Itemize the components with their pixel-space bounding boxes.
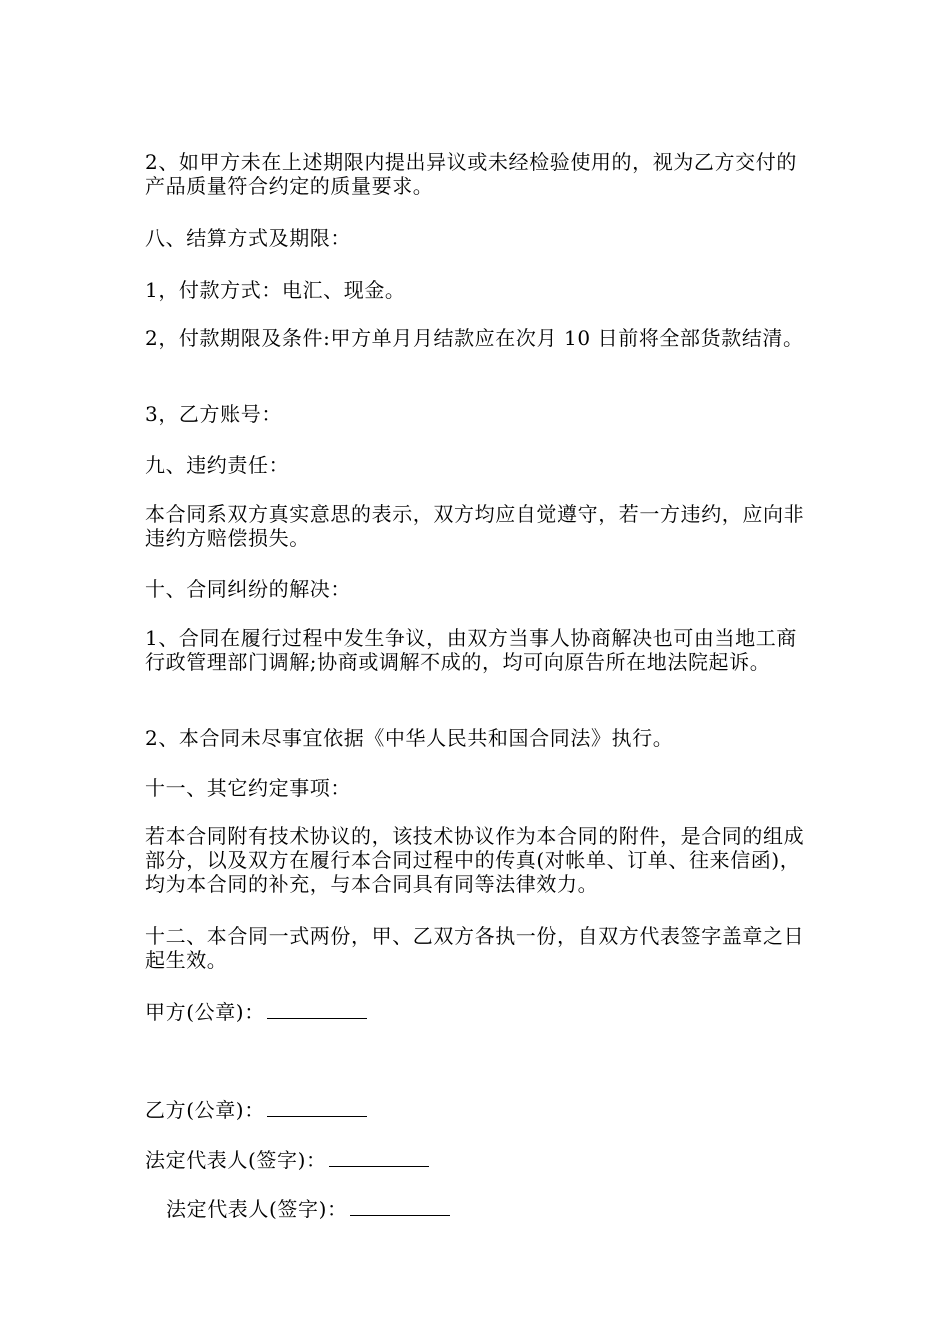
- party-b-seal-line: [145, 1098, 815, 1122]
- clause-8-item-2: 2，付款期限及条件:甲方单月月结款应在次月 10 日前将全部货款结清。: [145, 326, 804, 350]
- rep-a-signature-label: 法定代表人(签字)：: [145, 1148, 327, 1172]
- party-b-seal-label: 乙方(公章)：: [145, 1098, 265, 1122]
- clause-10-item-2: 2、本合同未尽事宜依据《中华人民共和国合同法》执行。: [145, 726, 674, 750]
- section-11-heading: 十一、其它约定事项：: [145, 776, 351, 800]
- rep-a-signature-blank: [329, 1148, 429, 1167]
- clause-8-item-3: 3，乙方账号：: [145, 402, 282, 426]
- clause-11-text: 若本合同附有技术协议的，该技术协议作为本合同的附件，是合同的组成部分，以及双方在履行本合同过程中的传真(对帐单、订单、往来信函)，均为本合同的补充，与本合同具有同等法律效力。: [145, 824, 805, 896]
- rep-b-signature-line: [166, 1197, 836, 1221]
- party-b-seal-blank: [267, 1098, 367, 1117]
- clause-8-item-1: 1，付款方式：电汇、现金。: [145, 278, 406, 302]
- clause-7-item-2: 2、如甲方未在上述期限内提出异议或未经检验使用的，视为乙方交付的产品质量符合约定的质量要求。: [145, 150, 797, 198]
- clause-9-text: 本合同系双方真实意思的表示，双方均应自觉遵守，若一方违约，应向非违约方赔偿损失。: [145, 502, 805, 550]
- party-a-seal-label: 甲方(公章)：: [145, 1000, 265, 1024]
- party-a-seal-line: [145, 1000, 815, 1024]
- rep-b-signature-blank: [350, 1197, 450, 1216]
- section-12-text: 十二、本合同一式两份，甲、乙双方各执一份，自双方代表签字盖章之日起生效。: [145, 924, 805, 972]
- clause-10-item-1: 1、合同在履行过程中发生争议，由双方当事人协商解决也可由当地工商行政管理部门调解;协商或调解不成的，均可向原告所在地法院起诉。: [145, 626, 797, 674]
- section-10-heading: 十、合同纠纷的解决：: [145, 577, 351, 601]
- section-8-heading: 八、结算方式及期限：: [145, 226, 351, 250]
- rep-a-signature-line: [145, 1148, 815, 1172]
- rep-b-signature-label: 法定代表人(签字)：: [166, 1197, 348, 1221]
- section-9-heading: 九、违约责任：: [145, 453, 290, 477]
- party-a-seal-blank: [267, 1000, 367, 1019]
